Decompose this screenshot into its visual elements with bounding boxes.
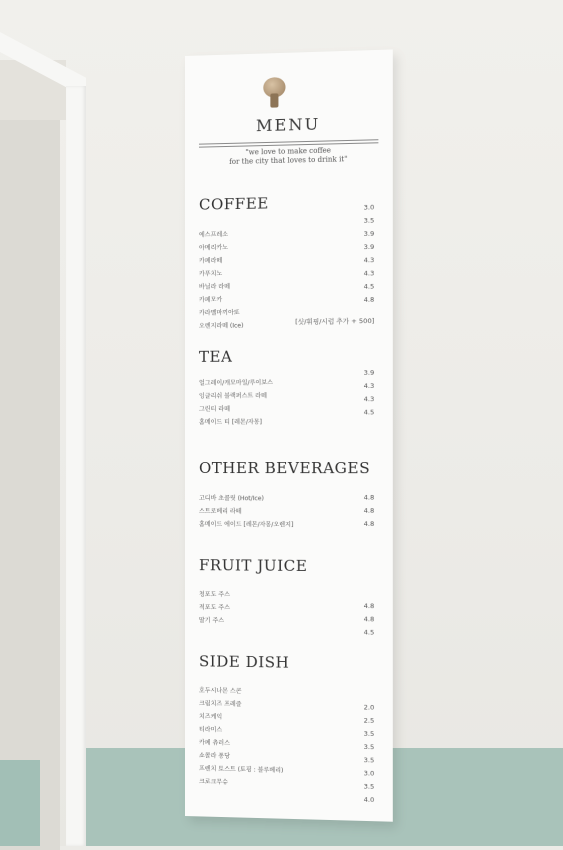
menu-price: 3.9 <box>363 229 375 238</box>
wooden-knob-stem <box>270 93 278 107</box>
menu-item: 그린티 라떼 <box>198 405 230 413</box>
section-title-coffee: COFFEE <box>198 194 269 214</box>
menu-note: [샷/휘핑/시럽 추가 + 500] <box>295 316 375 326</box>
menu-item: 아메리카노 <box>198 244 229 252</box>
menu-item: 카페라떼 <box>198 257 223 265</box>
menu-item: 티라미스 <box>198 726 223 734</box>
menu-price: 3.0 <box>363 769 375 778</box>
menu-item: 크로크무슈 <box>198 778 229 787</box>
menu-item: 홈메이드 티 [레몬/자몽] <box>198 418 262 426</box>
menu-price: 3.9 <box>363 242 375 252</box>
section-title-other-beverages: OTHER BEVERAGES <box>198 458 371 478</box>
menu-price: 4.3 <box>363 381 375 391</box>
menu-price: 4.5 <box>363 408 375 417</box>
menu-price: 4.0 <box>363 795 375 804</box>
doorway-inner-wall <box>0 90 60 850</box>
menu-price: 3.5 <box>363 729 375 739</box>
menu-price: 4.3 <box>363 395 375 404</box>
menu-board <box>185 49 393 821</box>
menu-price: 3.5 <box>363 742 375 752</box>
menu-item: 카페 츄러스 <box>198 739 230 747</box>
menu-item: 홈메이드 에이드 [레몬/자몽/오렌지] <box>198 521 294 529</box>
menu-item: 고디바 초콜릿 (Hot/Ice) <box>198 495 264 503</box>
menu-price: 4.5 <box>363 628 375 637</box>
section-title-side-dish: SIDE DISH <box>198 652 290 672</box>
menu-item: 카라멜마끼아또 <box>198 309 240 317</box>
menu-price: 4.8 <box>363 601 375 611</box>
menu-item: 적포도 주스 <box>198 604 230 612</box>
menu-item: 청포도 주스 <box>198 591 230 599</box>
menu-price: 2.0 <box>363 703 375 712</box>
menu-tagline <box>185 145 393 168</box>
menu-title: MENU <box>255 114 321 136</box>
menu-item: 에스프레소 <box>198 231 229 239</box>
door-frame-side <box>66 86 86 846</box>
tagline-line: "we love to make coffee <box>245 146 331 157</box>
menu-price: 4.3 <box>363 269 375 278</box>
menu-item: 바닐라 라떼 <box>198 283 230 291</box>
menu-item: 딸기 주스 <box>198 617 225 625</box>
menu-price: 4.8 <box>363 506 375 515</box>
menu-price: 4.5 <box>363 282 375 291</box>
menu-price: 3.0 <box>363 203 375 212</box>
menu-item: 크림치즈 프레즐 <box>198 700 242 709</box>
doorway-green-box <box>0 760 40 846</box>
menu-price: 2.5 <box>363 716 375 725</box>
menu-item: 프렌치 토스트 (토핑 : 블루베리) <box>198 765 284 775</box>
menu-item: 오렌지라떼 (Ice) <box>198 322 244 330</box>
menu-price: 4.8 <box>363 519 375 528</box>
section-title-tea: TEA <box>198 347 233 366</box>
menu-item: 스트로베리 라떼 <box>198 508 242 516</box>
menu-price: 4.8 <box>363 615 375 624</box>
menu-item: 얼그레이/캐모마일/루이보스 <box>198 379 273 387</box>
menu-price: 4.8 <box>363 493 375 502</box>
menu-item: 카페모카 <box>198 296 223 304</box>
menu-price: 4.8 <box>363 295 375 304</box>
menu-item: 치즈케익 <box>198 713 223 721</box>
menu-price: 4.3 <box>363 256 375 265</box>
menu-price: 3.5 <box>363 756 375 765</box>
menu-item: 호두시나몬 스콘 <box>198 687 242 696</box>
menu-item: 쇼콜라 퐁당 <box>198 752 230 761</box>
menu-price: 3.5 <box>363 782 375 791</box>
menu-item: 잉글리쉬 블랙퍼스트 라떼 <box>198 392 267 400</box>
menu-price: 3.5 <box>363 216 375 225</box>
menu-item: 카푸치노 <box>198 270 223 278</box>
menu-price: 3.9 <box>363 368 375 377</box>
section-title-fruit-juice: FRUIT JUICE <box>198 556 308 576</box>
tagline-line: for the city that loves to drink it" <box>229 155 348 166</box>
